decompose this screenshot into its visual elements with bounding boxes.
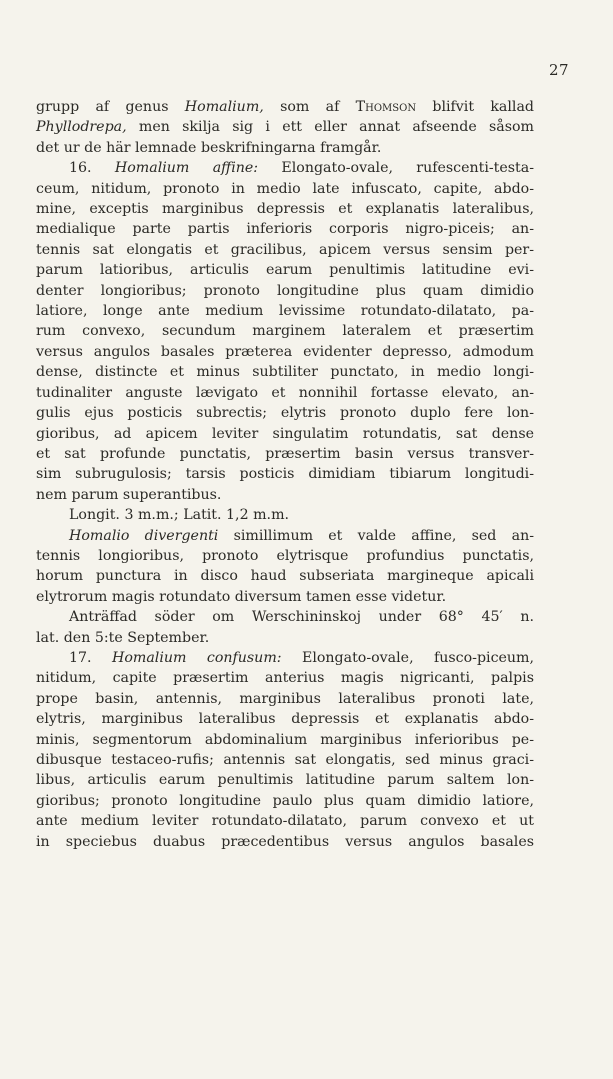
text-line: det ur de här lemnade beskrifningarna framgår. [36,139,382,156]
page-number: 27 [549,61,570,79]
text-line: horum punctura in disco haud subseriata margineque apicali [36,568,534,585]
text-line: latiore, longe ante medium levissime rotundato-dilatato, pa- [36,303,534,320]
species-heading-17: 17. Homalium confusum: Elongato-ovale, fusco-piceum, [69,649,535,666]
text-line: prope basin, antennis, marginibus lateralibus pronoti late, [36,690,534,707]
text-line: Homalio divergenti simillimum et valde affine, sed an- [69,527,534,544]
text-line: grupp af genus Homalium, som af Thomson blifvit kallad [36,99,534,115]
text-line: et sat profunde punctatis, præsertim basin versus transver- [36,445,534,462]
text-line: dibusque testaceo-rufis; antennis sat elongatis, sed minus graci- [36,752,534,768]
measurements: Longit. 3 m.m.; Latit. 1,2 m.m. [69,507,290,524]
text-line: parum latioribus, articulis earum penultimis latitudine evi- [36,262,534,279]
text-line: in speciebus duabus præcedentibus versus angulos basales [36,833,534,850]
text-line: elytris, marginibus lateralibus depressis et explanatis abdo- [36,711,534,728]
text-line: gioribus; pronoto longitudine paulo plus quam dimidio latiore, [36,792,534,809]
text-line: libus, articulis earum penultimis latitudine parum saltem lon- [36,772,534,789]
text-line: dense, distincte et minus subtiliter punctato, in medio longi- [36,364,534,381]
text-line: denter longioribus; pronoto longitudine plus quam dimidio [36,282,534,299]
species-heading-16: 16. Homalium affine: Elongato-ovale, rufescenti-testa- [69,160,534,177]
body-text [36,97,534,852]
text-line: lat. den 5:te September. [36,629,210,646]
text-line: nem parum superantibus. [36,486,222,503]
text-line: sim subrugulosis; tarsis posticis dimidiam tibiarum longitudi- [36,466,534,483]
text-line: Phyllodrepa, men skilja sig i ett eller annat afseende såsom [36,119,534,136]
text-line: rum convexo, secundum marginem lateralem et præsertim [36,323,534,340]
text-line: nitidum, capite præsertim anterius magis nigricanti, palpis [36,670,534,687]
text-line: ceum, nitidum, pronoto in medio late infuscato, capite, abdo- [36,180,534,197]
text-line: versus angulos basales præterea evidenter depresso, admodum [36,343,534,360]
text-line: mine, exceptis marginibus depressis et explanatis lateralibus, [36,201,534,218]
locality: Anträffad söder om Werschininskoj under 68° 45′ n. [69,609,534,626]
text-line: gulis ejus posticis subrectis; elytris pronoto duplo fere lon- [36,405,534,422]
text-line: tudinaliter anguste lævigato et nonnihil fortasse elevato, an- [36,384,534,401]
text-line: tennis longioribus, pronoto elytrisque profundius punctatis, [36,547,534,564]
text-line: medialique parte partis inferioris corporis nigro-piceis; an- [36,221,534,238]
text-line: minis, segmentorum abdominalium marginibus inferioribus pe- [36,731,534,748]
text-line: ante medium leviter rotundato-dilatato, parum convexo et ut [36,813,534,830]
text-line: elytrorum magis rotundato diversum tamen esse videtur. [36,588,447,605]
text-line: tennis sat elongatis et gracilibus, apicem versus sensim per- [36,241,534,258]
text-line: gioribus, ad apicem leviter singulatim rotundatis, sat dense [36,425,534,442]
